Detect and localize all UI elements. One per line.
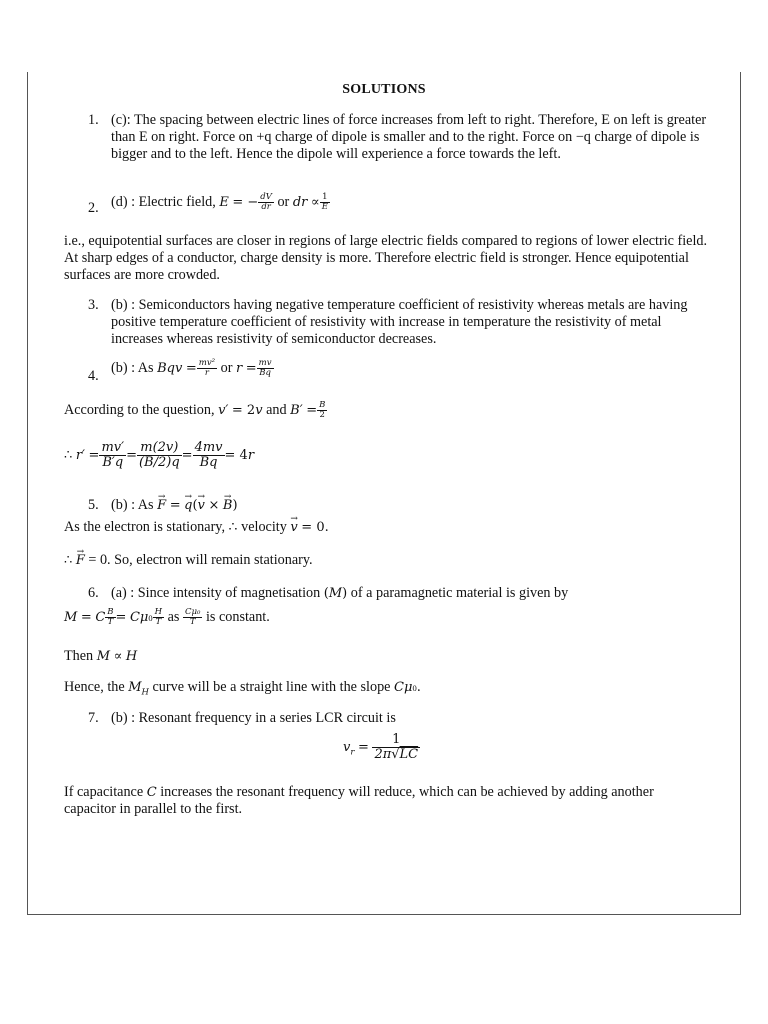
q5-number: 5. (88, 497, 99, 513)
q6-formula: M = C $\frac{B}{T}$ = Cμ0 $\frac{H}{T}$ as $\frac{\text{Cμ₀}}{T}$ is constant. (64, 607, 270, 628)
q7-para-line2: capacitor in parallel to the first. (64, 801, 243, 817)
q2-number: 2. (88, 200, 99, 216)
q1-number: 1. (88, 112, 99, 128)
q7-formula: $v_r$ = $\frac{1}{2\pi√LC}$ (343, 732, 419, 763)
q7-text: (b) : Resonant frequency in a series LCR circuit is (111, 710, 396, 726)
q2-prefix: (d) : Electric field, (111, 194, 216, 211)
q7-number: 7. (88, 710, 99, 726)
page-title: SOLUTIONS (342, 82, 426, 97)
q6-then: Then M ∝ H (64, 648, 138, 664)
q4-formula: (b) : As Bqv = $\frac{\text{mv²}}{r}$ or r = $\frac{mv}{Bq}$ (111, 358, 272, 379)
q6-number: 6. (88, 585, 99, 601)
q2-paragraph: i.e., equipotential surfaces are closer in regions of large electric fields compared to regions of lower electric field. At sharp edges of a conductor, charge density is more. Therefore electric field is stronger. Hence equipotential surfaces are more crowded. (64, 233, 708, 283)
q3-text: (b) : Semiconductors having negative temperature coefficient of resistivity whereas metals are having positive temperature coefficient of resistivity with increase in temperature the resistivity of metal increases whereas resistivity of semiconductor decreases. (111, 297, 688, 347)
q4-number: 4. (88, 368, 99, 384)
q1-text: (c): The spacing between electric lines of force increases from left to right. Therefore, E on left is greater than E on right. Force on +q charge of dipole is smaller and to the right. Force on −q charge of dipole is bigger and to the left. Hence the dipole will experience a force towards the left. (111, 112, 707, 162)
q5-line2: As the electron is stationary, ∴ velocity → v = 0. (64, 519, 329, 537)
q6-hence: Hence, the $M_H$ curve will be a straight line with the slope Cμ0. (64, 679, 421, 698)
q4-according: According to the question, v′ = 2v and B′ = $\frac{B}{2}$ (64, 400, 326, 421)
q4-or: or (220, 360, 233, 377)
q2-formula: (d) : Electric field, E = − $\frac{dV}{dr}$ or dr ∝ $\frac{1}{E}$ (111, 192, 328, 213)
q5-line3: ∴ → F = 0. So, electron will remain stationary. (64, 552, 313, 570)
q3-number: 3. (88, 297, 99, 313)
q4-derivation: ∴ r′ = $\frac{mv'}{B'q}$ = $\frac{m(2v)}{(B/2)q}$ = $\frac{4mv}{Bq}$ = 4r (64, 440, 255, 471)
q7-para-line1: If capacitance C increases the resonant frequency will reduce, which can be achieved by adding another (64, 784, 654, 800)
q5-formula: (b) : As → F = → q(→ v × → B) (111, 497, 238, 515)
q4-prefix: (b) : As (111, 360, 154, 377)
q6-text: (a) : Since intensity of magnetisation (M) of a paramagnetic material is given by (111, 585, 569, 601)
q2-or: or (277, 194, 290, 211)
